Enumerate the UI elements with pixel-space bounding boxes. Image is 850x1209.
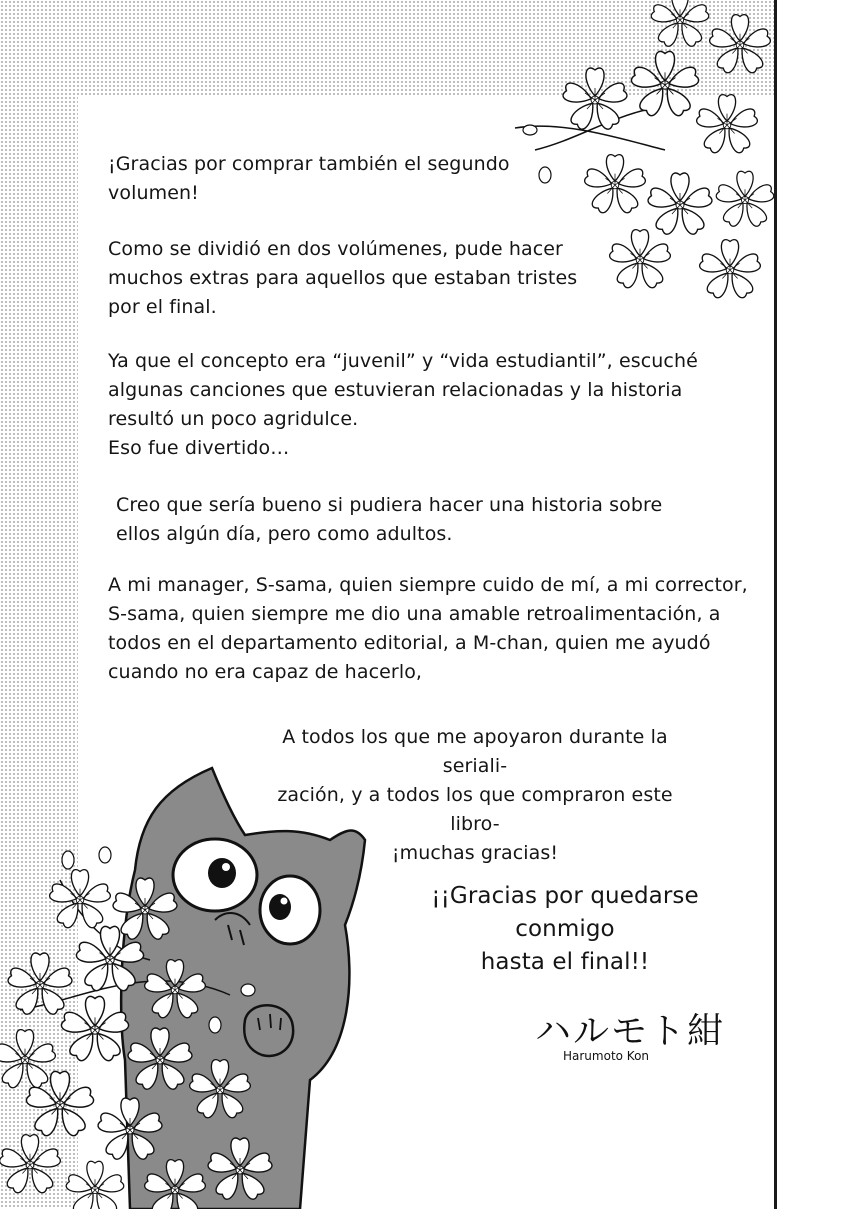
cat-illustration-icon [0,760,380,1209]
signature-romaji: Harumoto Kon [563,1049,650,1063]
paragraph-thanks: ¡Gracias por comprar también el segundo volumen! [108,153,510,204]
paragraph-acknowledgements: A mi manager, S-sama, quien siempre cuido de mí, a mi corrector, S-sama, quien siempre me dio una amable retroalimentación, a todos en el departamento editorial, a M-chan, quien me ayudó cuando no era capaz de hacerlo, [108,574,748,683]
paragraph-concept: Ya que el concepto era “juvenil” y “vida estudiantil”, escuché algunas canciones que estuvieran relacionadas y la historia resultó un poco agridulce. Eso fue divertido… [108,350,698,459]
signature-japanese: ハルモト紺 [535,1011,726,1052]
paragraph-adults: Creo que sería bueno si pudiera hacer una historia sobre ellos algún día, pero como adultos. [116,494,663,545]
closing-message: ¡¡Gracias por quedarse conmigo hasta el final!! [431,883,699,975]
paragraph-volumes: Como se dividió en dos volúmenes, pude hacer muchos extras para aquellos que estaban tristes por el final. [108,238,578,318]
paragraph-readers: A todos los que me apoyaron durante la seriali- zación, y a todos los que compraron este libro- ¡muchas gracias! [277,726,673,864]
